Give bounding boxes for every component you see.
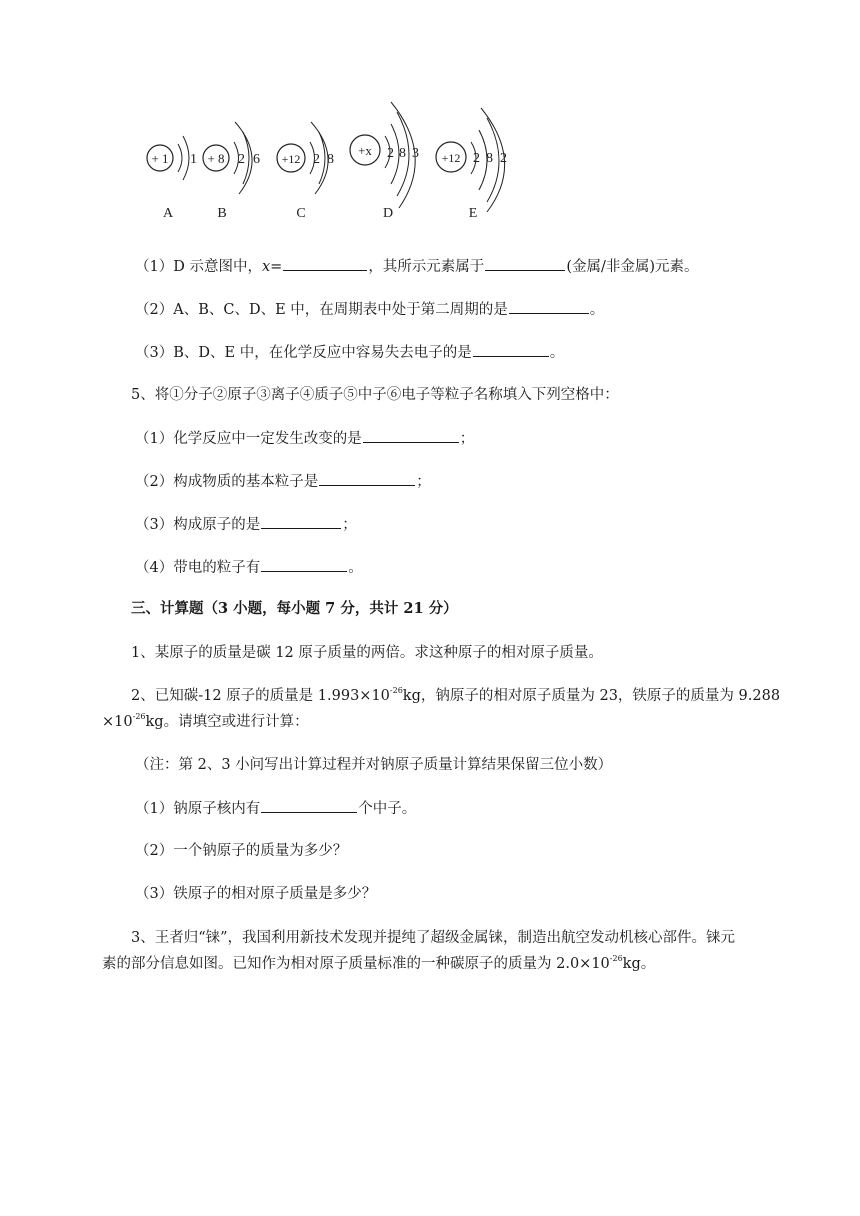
calc-q2-part-2: （2）一个钠原子的质量为多少？	[135, 843, 348, 859]
atom-e-shell-1: 2	[473, 151, 480, 166]
calc-q2-text-d: kg。请填空或进行计算：	[145, 714, 309, 730]
calc-q2-text-a: 2、已知碳-12 原子的质量是 1.993×10	[131, 688, 390, 704]
q5-part-3-text: （3）构成原子的是	[135, 517, 261, 533]
atom-e	[436, 108, 507, 221]
atom-c	[277, 122, 334, 221]
answer-blank[interactable]	[261, 798, 357, 813]
answer-blank[interactable]	[319, 471, 415, 486]
answer-blank[interactable]	[509, 299, 589, 314]
q4-part-1-text-a: （1）D 示意图中，	[135, 259, 262, 275]
atom-c-nucleus: +12	[281, 152, 301, 166]
atom-a-nucleus: + 1	[151, 151, 169, 166]
atom-b-nucleus: + 8	[207, 151, 225, 166]
atom-e-label: E	[468, 206, 478, 221]
q5-part-3-end: ；	[342, 517, 357, 533]
exponent: -26	[389, 686, 403, 695]
atomic-structure-diagram	[135, 96, 535, 226]
calc-q2-text-c: ×10	[102, 714, 133, 730]
q4-part-3	[135, 342, 564, 363]
answer-blank[interactable]	[363, 428, 459, 443]
calc-q3-line-1: 3、王者归“铼”，我国利用新技术发现并提纯了超级金属铼，制造出航空发动机核心部件。铼元	[131, 930, 736, 946]
atom-e-shell-3: 2	[500, 151, 507, 166]
exponent: -26	[132, 712, 146, 721]
atom-b	[203, 122, 260, 221]
q5-stem: 5、将①分子②原子③离子④质子⑤中子⑥电子等粒子名称填入下列空格中：	[131, 387, 619, 403]
answer-blank[interactable]	[473, 342, 549, 357]
atom-d-shell-3: 3	[412, 146, 419, 161]
q5-part-2-text: （2）构成物质的基本粒子是	[135, 474, 319, 490]
exponent: -26	[609, 954, 623, 963]
answer-blank[interactable]	[283, 256, 367, 271]
calc-q2-part-1-text: （1）钠原子核内有	[135, 801, 261, 817]
atom-diagrams-svg	[135, 96, 535, 226]
q4-part-1	[135, 256, 699, 277]
atom-d-shell-1: 2	[387, 146, 394, 161]
calc-q2-part-3: （3）铁原子的相对原子质量是多少？	[135, 886, 377, 902]
q5-part-2	[135, 471, 431, 492]
atom-e-shell-2: 8	[486, 151, 493, 166]
q5-part-4-end: 。	[348, 560, 363, 576]
answer-blank[interactable]	[261, 514, 341, 529]
q5-part-4-text: （4）带电的粒子有	[135, 560, 261, 576]
section-heading: 三、计算题（3 小题，每小题 7 分，共计 21 分）	[131, 600, 458, 617]
atom-c-label: C	[296, 206, 306, 221]
atom-c-shell-2: 8	[327, 152, 334, 167]
calc-q3-text-c: kg。	[622, 956, 656, 972]
calc-q3-text-b: 素的部分信息如图。已知作为相对原子质量标准的一种碳原子的质量为 2.0×10	[102, 956, 610, 972]
calc-q2-text-b: kg，钠原子的相对原子质量为 23，铁原子的质量为 9.288	[402, 688, 781, 704]
calc-q2-part-1-end: 个中子。	[358, 801, 417, 817]
q5-part-4	[135, 557, 363, 578]
atom-a-shell-1: 1	[190, 152, 197, 167]
atom-c-shell-1: 2	[313, 152, 320, 167]
atom-d-nucleus: +x	[358, 143, 372, 158]
atom-d-shell-2: 8	[399, 146, 406, 161]
q4-part-1-var: x	[261, 259, 271, 275]
calc-q2-note: （注：第 2、3 小问写出计算过程并对钠原子质量计算结果保留三位小数）	[135, 757, 613, 773]
q4-part-1-text-d: (金属/非金属)元素。	[566, 259, 699, 275]
calc-q3-line-2	[102, 954, 655, 974]
atom-a	[147, 136, 197, 221]
atom-d-label: D	[382, 206, 394, 221]
answer-blank[interactable]	[485, 256, 565, 271]
calc-q2-line-1	[131, 686, 780, 706]
q4-part-1-text-b: =	[270, 259, 283, 275]
q4-part-2	[135, 299, 604, 320]
atom-b-label: B	[217, 206, 227, 221]
q5-part-1-text: （1）化学反应中一定发生改变的是	[135, 431, 362, 447]
atom-b-shell-2: 6	[253, 152, 260, 167]
atom-b-shell-1: 2	[238, 152, 245, 167]
calc-q2-line-2	[102, 712, 309, 732]
q4-part-3-end: 。	[549, 345, 565, 361]
q5-part-2-end: ；	[416, 474, 431, 490]
q4-part-1-text-c: ，其所示元素属于	[368, 259, 485, 275]
atom-e-nucleus: +12	[441, 151, 461, 165]
q4-part-2-text: （2）A、B、C、D、E 中，在周期表中处于第二周期的是	[135, 302, 508, 318]
answer-blank[interactable]	[261, 557, 347, 572]
calc-q1: 1、某原子的质量是碳 12 原子质量的两倍。求这种原子的相对原子质量。	[131, 645, 603, 661]
calc-q2-part-1	[135, 798, 416, 819]
q5-part-1-end: ；	[459, 431, 475, 447]
q4-part-3-text: （3）B、D、E 中，在化学反应中容易失去电子的是	[135, 345, 472, 361]
q5-part-3	[135, 514, 357, 535]
q5-part-1	[135, 428, 474, 449]
atom-d	[350, 102, 419, 221]
atom-a-label: A	[162, 206, 174, 221]
q4-part-2-end: 。	[589, 302, 605, 318]
